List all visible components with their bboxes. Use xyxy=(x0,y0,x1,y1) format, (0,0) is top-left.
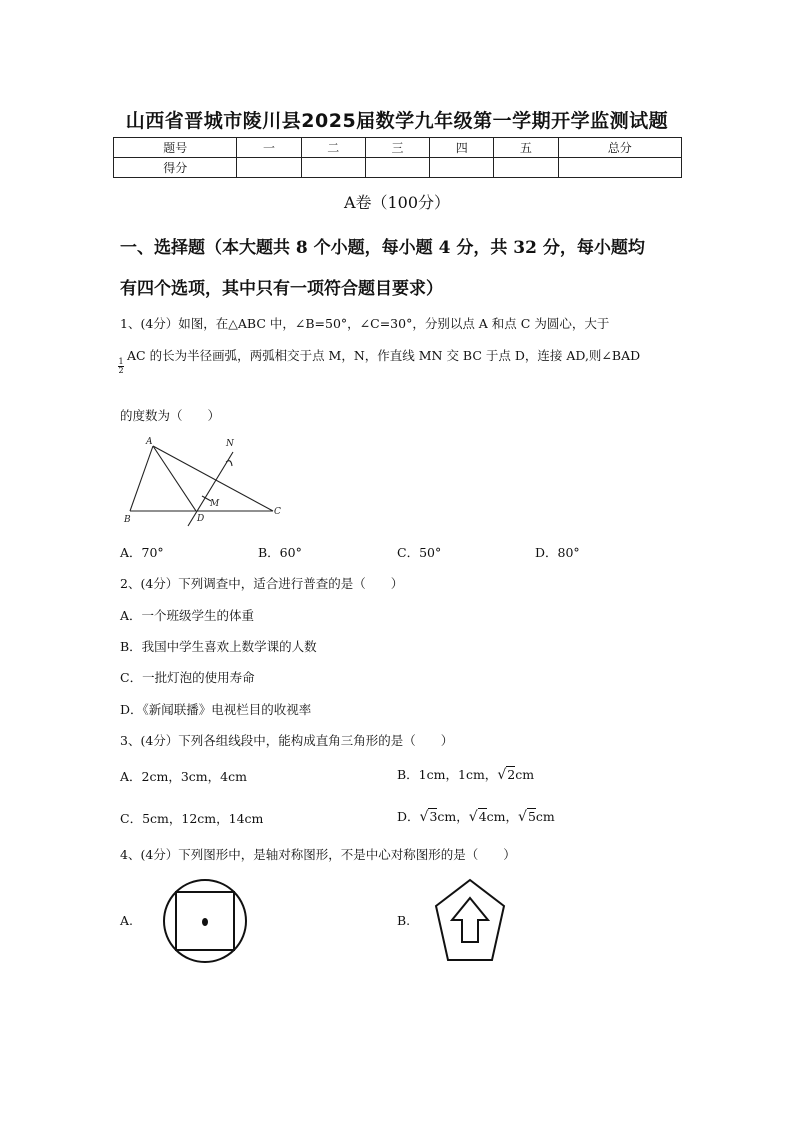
q3-option-d[interactable] xyxy=(397,807,555,825)
sqrt-symbol: √4 xyxy=(468,809,487,825)
label-d: D xyxy=(197,514,205,524)
pentagon xyxy=(436,880,504,960)
score-input-cell[interactable] xyxy=(430,158,494,178)
score-row-label: 得分 xyxy=(114,158,237,178)
page-title: 山西省晋城市陵川县2025届数学九年级第一学期开学监测试题 xyxy=(125,110,669,132)
q1-option-d[interactable]: D．80° xyxy=(535,545,580,560)
score-input-cell[interactable] xyxy=(301,158,365,178)
arc-mark-n xyxy=(226,461,232,466)
q4-option-b-figure[interactable] xyxy=(432,876,508,964)
score-header-cell: 一 xyxy=(237,138,301,158)
q1-triangle-figure xyxy=(118,434,288,530)
sqrt-symbol: √2 xyxy=(497,767,516,783)
label-a: A xyxy=(146,437,153,447)
arrow-up-icon xyxy=(452,898,488,942)
separator: ， xyxy=(456,809,469,824)
q1-fraction-numerator: 1 xyxy=(118,357,124,366)
label-m: M xyxy=(210,499,220,509)
q3-option-b-unit: cm xyxy=(515,767,535,782)
score-header-cell: 五 xyxy=(494,138,558,158)
q1-stem-line3: 的度数为（ ） xyxy=(120,408,221,423)
sqrt-symbol: √3 xyxy=(419,809,438,825)
edge-ab xyxy=(130,446,153,511)
center-dot xyxy=(202,918,208,926)
q3-option-c[interactable]: C．5cm，12cm，14cm xyxy=(120,811,264,826)
q1-fraction xyxy=(118,358,124,375)
q1-stem-line1: 1、(4分）如图，在△ABC 中，∠B=50°，∠C=30°，分别以点 A 和点 C 为圆心，大于 xyxy=(120,316,610,331)
q1-option-c[interactable]: C．50° xyxy=(397,545,442,560)
part1-heading-line2: 有四个选项，其中只有一项符合题目要求） xyxy=(120,279,443,299)
score-header-cell: 总分 xyxy=(558,138,681,158)
q4-option-a-figure[interactable] xyxy=(160,878,252,966)
q3-stem: 3、(4分）下列各组线段中，能构成直角三角形的是（ ） xyxy=(120,733,454,748)
score-input-cell[interactable] xyxy=(365,158,429,178)
q4-stem: 4、(4分）下列图形中，是轴对称图形，不是中心对称图形的是（ ） xyxy=(120,847,516,862)
score-input-cell[interactable] xyxy=(494,158,558,178)
q1-option-a[interactable]: A．70° xyxy=(120,545,164,560)
q1-stem-line2: AC 的长为半径画弧，两弧相交于点 M，N，作直线 MN 交 BC 于点 D，连接 AD,则∠BAD xyxy=(127,348,641,363)
q3-option-a[interactable]: A．2cm，3cm，4cm xyxy=(120,769,247,784)
q3-option-b-prefix: B．1cm，1cm， xyxy=(397,767,498,782)
q4-option-a-label[interactable]: A. xyxy=(120,913,134,928)
score-input-cell[interactable] xyxy=(558,158,681,178)
score-input-cell[interactable] xyxy=(237,158,301,178)
sqrt-symbol: √5 xyxy=(518,809,536,825)
score-table-score-row xyxy=(114,158,682,178)
q4-option-b-label[interactable]: B. xyxy=(397,913,411,928)
line-mn xyxy=(188,452,233,526)
score-header-cell: 三 xyxy=(365,138,429,158)
score-table-header-row xyxy=(114,138,682,158)
unit: cm xyxy=(437,809,457,824)
q3-option-b[interactable] xyxy=(397,765,534,783)
q1-option-b[interactable]: B．60° xyxy=(258,545,302,560)
q2-option-c[interactable]: C．一批灯泡的使用寿命 xyxy=(120,670,255,685)
unit: cm xyxy=(535,809,555,824)
q3-option-d-prefix: D． xyxy=(397,809,420,824)
section-title: A卷（100分） xyxy=(343,193,451,212)
score-table xyxy=(113,137,682,178)
q1-fraction-denominator: 2 xyxy=(118,366,124,375)
label-c: C xyxy=(274,507,281,517)
q2-option-a[interactable]: A．一个班级学生的体重 xyxy=(120,608,255,623)
score-header-cell: 二 xyxy=(301,138,365,158)
part1-heading-line1: 一、选择题（本大题共 8 个小题，每小题 4 分，共 32 分，每小题均 xyxy=(120,238,645,258)
unit: cm xyxy=(486,809,506,824)
segment-ad xyxy=(153,446,196,511)
score-header-cell: 四 xyxy=(430,138,494,158)
q2-stem: 2、(4分）下列调查中，适合进行普查的是（ ） xyxy=(120,576,404,591)
separator: ， xyxy=(505,809,519,824)
label-b: B xyxy=(124,515,131,525)
q2-option-b[interactable]: B．我国中学生喜欢上数学课的人数 xyxy=(120,639,317,654)
score-header-cell: 题号 xyxy=(114,138,237,158)
label-n: N xyxy=(226,439,234,449)
q2-option-d[interactable]: D．《新闻联播》电视栏目的收视率 xyxy=(120,702,312,717)
